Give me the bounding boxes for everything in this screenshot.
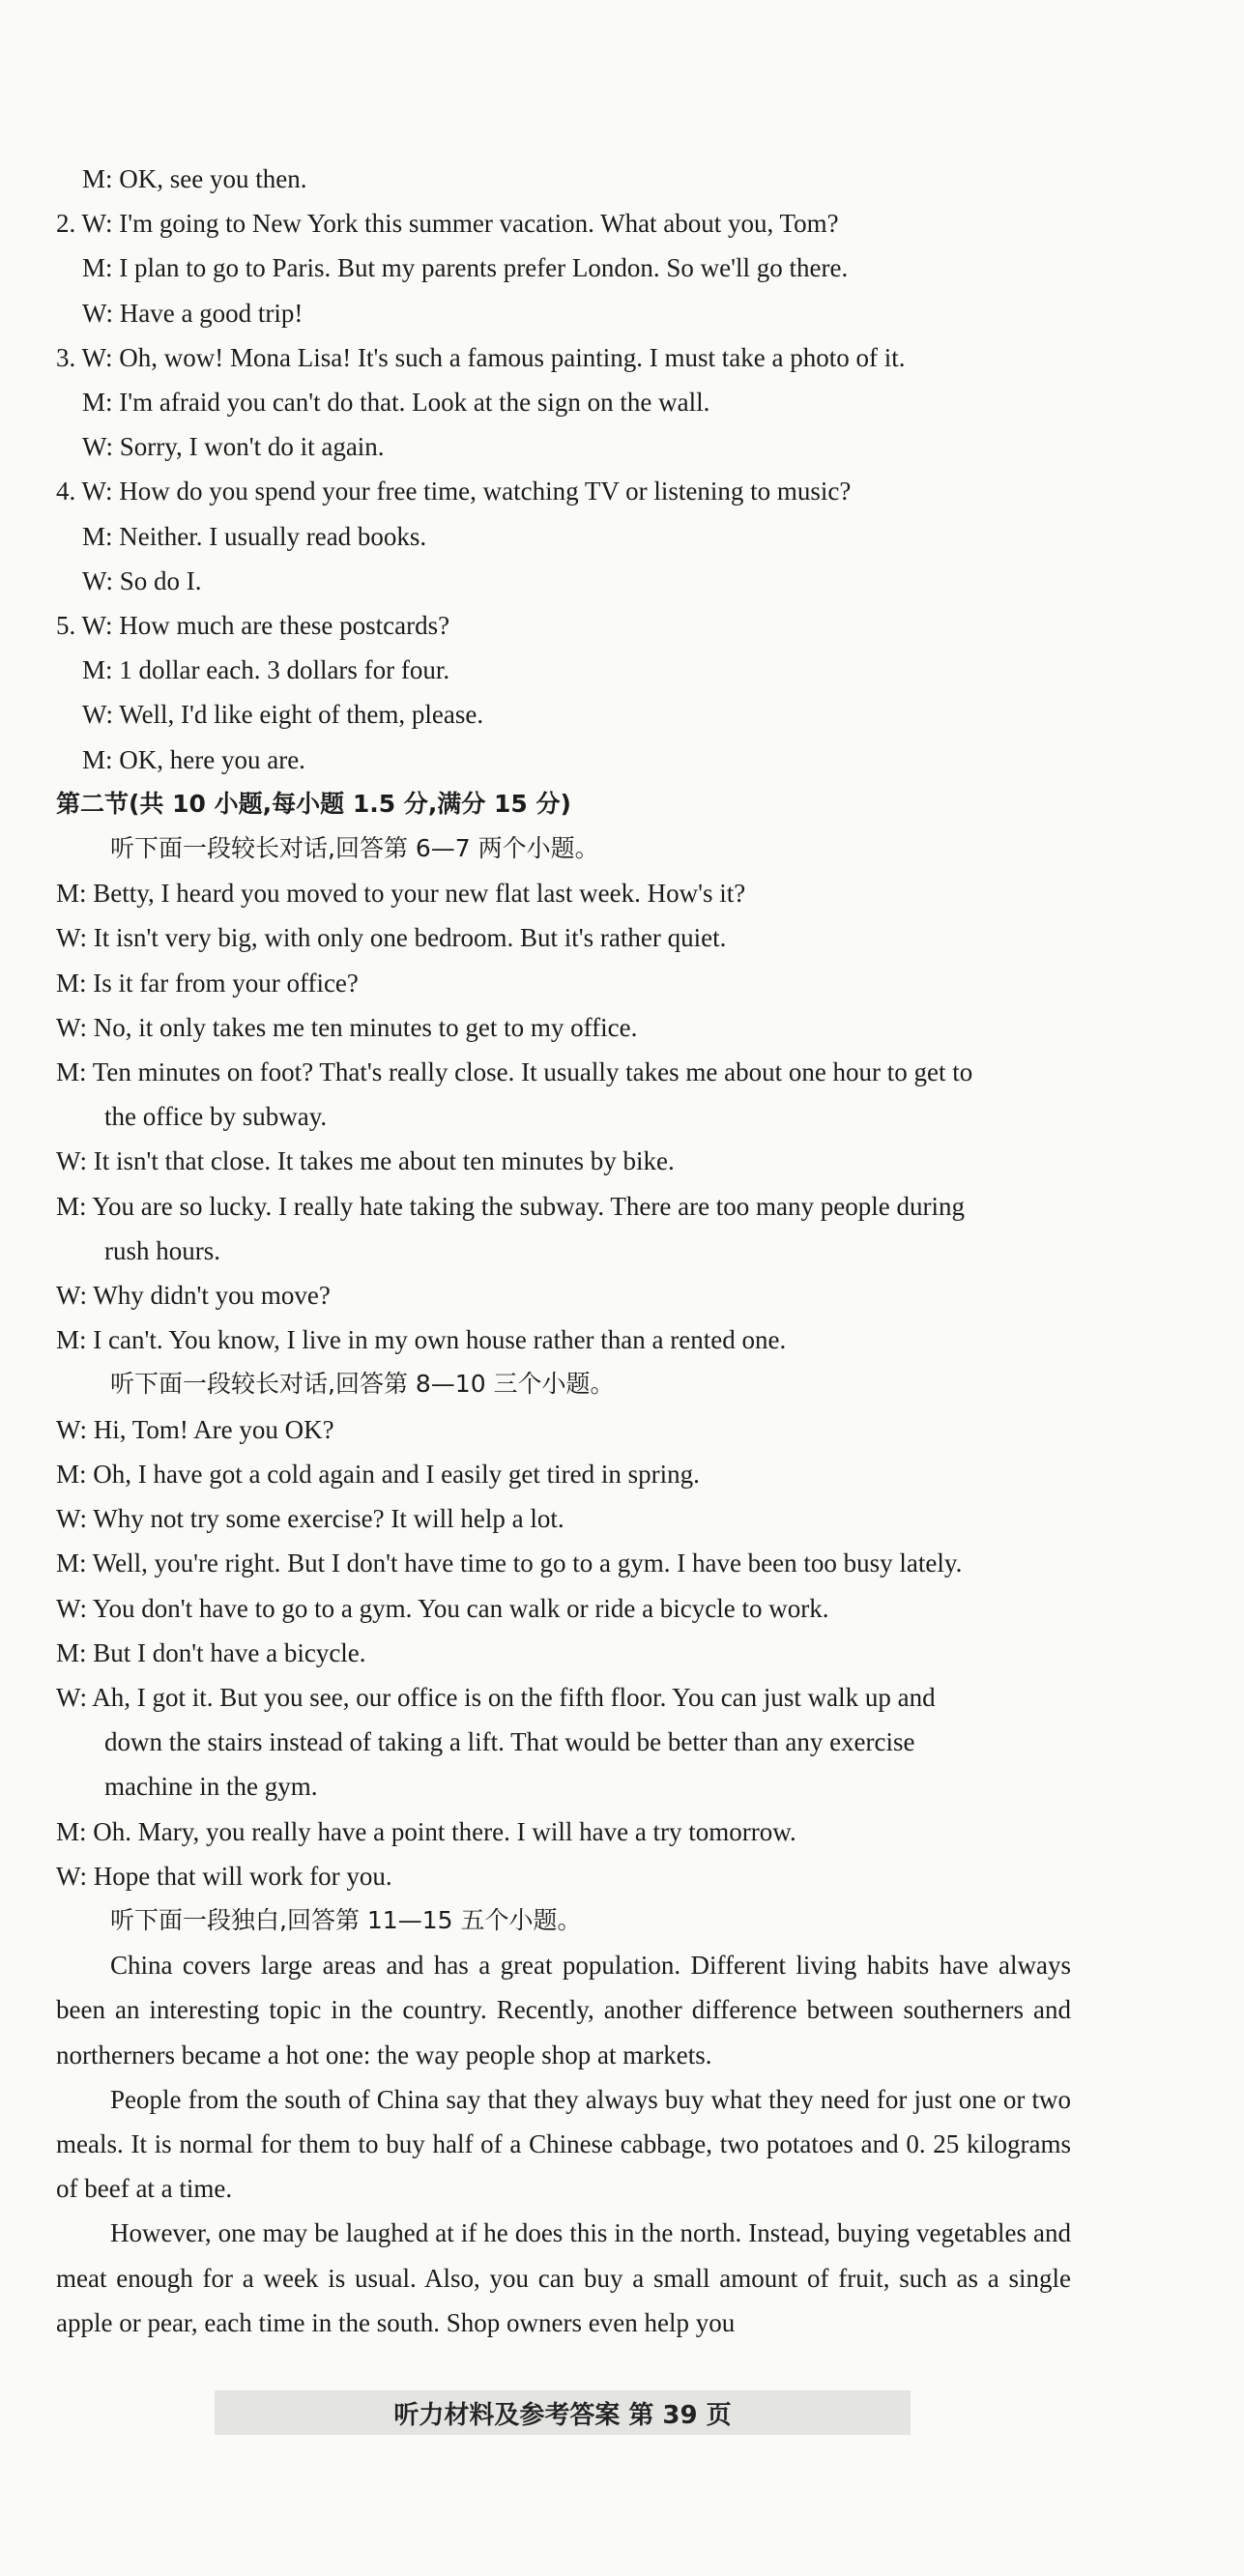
instruction-line: 听下面一段较长对话,回答第 6—7 两个小题。 bbox=[110, 834, 599, 863]
monologue-paragraph: China covers large areas and has a great population. Different living habits have always been an interesting topic in the country. Recently, another difference between southerners and northerners became a hot one: the way people shop at markets. bbox=[56, 1951, 1071, 2069]
section-heading: 第二节(共 10 小题,每小题 1.5 分,满分 15 分) bbox=[56, 789, 571, 818]
instruction-line: 听下面一段独白,回答第 11—15 五个小题。 bbox=[110, 1905, 582, 1934]
dialogue-line: 5. W: How much are these postcards? bbox=[56, 611, 450, 641]
dialogue-line: M: OK, see you then. bbox=[82, 164, 307, 193]
dialogue-line: M: I plan to go to Paris. But my parents prefer London. So we'll go there. bbox=[82, 253, 849, 283]
dialogue-line: W: Ah, I got it. But you see, our office is on the fifth floor. You can just walk up and bbox=[56, 1682, 936, 1712]
dialogue-line: 2. W: I'm going to New York this summer vacation. What about you, Tom? bbox=[56, 209, 839, 239]
dialogue-line: 4. W: How do you spend your free time, watching TV or listening to music? bbox=[56, 477, 852, 507]
dialogue-line: W: You don't have to go to a gym. You can walk or ride a bicycle to work. bbox=[56, 1593, 829, 1623]
dialogue-line: rush hours. bbox=[104, 1235, 220, 1265]
dialogue-line: M: 1 dollar each. 3 dollars for four. bbox=[82, 655, 450, 685]
dialogue-line: W: It isn't very big, with only one bedroom. But it's rather quiet. bbox=[56, 923, 727, 953]
dialogue-line: M: Oh. Mary, you really have a point there. I will have a try tomorrow. bbox=[56, 1816, 796, 1846]
dialogue-line: 3. W: Oh, wow! Mona Lisa! It's such a famous painting. I must take a photo of it. bbox=[56, 342, 906, 372]
dialogue-line: W: It isn't that close. It takes me about ten minutes by bike. bbox=[56, 1146, 675, 1176]
dialogue-line: M: OK, here you are. bbox=[82, 744, 305, 774]
dialogue-lines bbox=[56, 157, 1071, 1943]
dialogue-line: M: But I don't have a bicycle. bbox=[56, 1637, 366, 1667]
dialogue-line: M: Is it far from your office? bbox=[56, 968, 359, 998]
dialogue-line: M: You are so lucky. I really hate taking the subway. There are too many people during bbox=[56, 1191, 966, 1221]
dialogue-line: M: Well, you're right. But I don't have time to go to a gym. I have been too busy lately. bbox=[56, 1548, 963, 1578]
dialogue-line: W: Well, I'd like eight of them, please. bbox=[82, 700, 484, 730]
dialogue-line: the office by subway. bbox=[104, 1102, 328, 1132]
dialogue-line: down the stairs instead of taking a lift. That would be better than any exercise bbox=[104, 1727, 915, 1757]
dialogue-line: M: I can't. You know, I live in my own house rather than a rented one. bbox=[56, 1325, 787, 1355]
listening-transcript bbox=[56, 157, 1071, 2345]
dialogue-line: M: Betty, I heard you moved to your new flat last week. How's it? bbox=[56, 879, 746, 909]
dialogue-line: W: Hi, Tom! Are you OK? bbox=[56, 1414, 334, 1444]
page-footer bbox=[215, 2390, 911, 2435]
dialogue-line: W: Hope that will work for you. bbox=[56, 1861, 392, 1891]
monologue-paragraph: People from the south of China say that they always buy what they need for just one or two meals. It is normal for them to buy half of a Chinese cabbage, two potatoes and 0. 25 kilograms of beef at a time. bbox=[56, 2084, 1071, 2204]
dialogue-line: W: Why not try some exercise? It will help a lot. bbox=[56, 1504, 564, 1534]
dialogue-line: W: Have a good trip! bbox=[82, 298, 304, 328]
footer-text: 听力材料及参考答案 第 39 页 bbox=[393, 2400, 732, 2430]
monologue-paragraph: However, one may be laughed at if he does this in the north. Instead, buying vegetables and meat enough for a week is usual. Also, you can buy a small amount of fruit, such as a single apple or pear, each time in the south. Shop owners even help you bbox=[56, 2218, 1071, 2337]
dialogue-line: W: Sorry, I won't do it again. bbox=[82, 432, 385, 462]
dialogue-line: machine in the gym. bbox=[104, 1772, 318, 1802]
monologue-paragraphs bbox=[56, 1943, 1071, 2345]
dialogue-line: M: Ten minutes on foot? That's really close. It usually takes me about one hour to get to bbox=[56, 1057, 973, 1087]
dialogue-line: W: Why didn't you move? bbox=[56, 1281, 331, 1311]
dialogue-line: M: Oh, I have got a cold again and I easily get tired in spring. bbox=[56, 1459, 700, 1489]
dialogue-line: M: I'm afraid you can't do that. Look at the sign on the wall. bbox=[82, 388, 710, 418]
dialogue-line: W: So do I. bbox=[82, 565, 202, 595]
dialogue-line: M: Neither. I usually read books. bbox=[82, 521, 427, 551]
instruction-line: 听下面一段较长对话,回答第 8—10 三个小题。 bbox=[110, 1370, 615, 1399]
dialogue-line: W: No, it only takes me ten minutes to get to my office. bbox=[56, 1012, 638, 1042]
